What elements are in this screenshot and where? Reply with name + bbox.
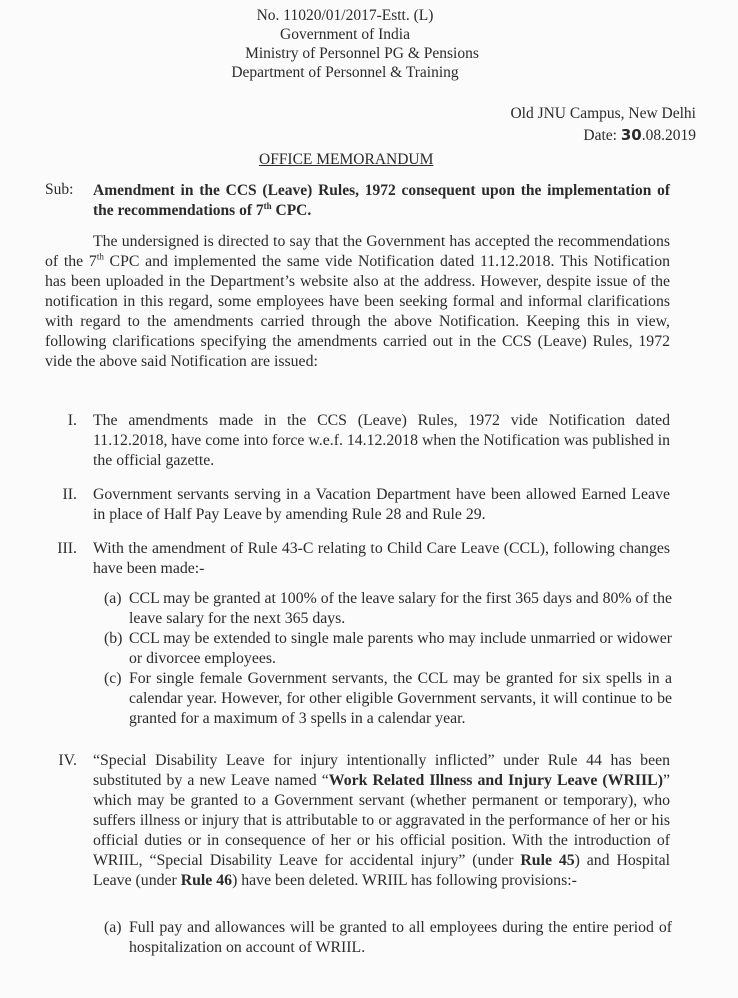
intro-text: CPC and implemented the same vide Notification dated 11.12.2018. This Notification has been uploaded in the Department’s website also at the address. However, despite issue of the notification in this regard, some employees have been seeking formal and informal clarifications with regard to the amendments carried through the above Notification. Keeping this in view, following clarifications specifying the amendments carried out in the CCS (Leave) Rules, 1972 vide the above said Notification are issued:	[45, 253, 670, 370]
ministry-name: Ministry of Personnel PG & Pensions	[245, 45, 479, 62]
office-address: Old JNU Campus, New Delhi	[510, 105, 696, 122]
subject-text-part: Amendment in the CCS (Leave) Rules, 1972 consequent upon the implementation of the recommendations of 7	[93, 182, 670, 219]
rule-ref-bold: Rule 45	[520, 852, 575, 869]
clause-text-part: ” which may be granted to a Government servant (whether permanent or temporary), who suffers illness or injury that is attributable to or aggravated in the performance of her or his official duties or in consequence of her or his official position. With the introduction of WRIIL, “Special Disability Leave for accidental injury” (under	[93, 772, 670, 869]
leave-name-bold: Work Related Illness and Injury Leave (WRIIL)	[328, 772, 663, 789]
clause-3-sub-a	[104, 589, 672, 629]
clause-3	[45, 539, 670, 579]
superscript: th	[263, 200, 272, 211]
sub-clause-label: (a)	[104, 590, 122, 607]
subject-label: Sub:	[45, 181, 74, 198]
intro-text: The undersigned is directed to say that the Government has accepted the recommendations of the 7	[45, 233, 670, 270]
clause-number: II.	[62, 486, 77, 503]
clause-text-part: “Special Disability Leave for injury intentionally inflicted” under Rule 44 has been substituted by a new Leave named “	[93, 752, 670, 789]
sub-clause-text: Full pay and allowances will be granted to all employees during the entire period of hospitalization on account of WRIIL.	[129, 919, 672, 956]
sub-clause-label: (a)	[104, 919, 122, 936]
clause-1	[45, 411, 670, 471]
department-name: Department of Personnel & Training	[231, 64, 459, 81]
clause-number: IV.	[58, 752, 77, 769]
date-month-year: .08.2019	[641, 127, 696, 144]
date-day-handwritten: 30	[620, 126, 642, 144]
clause-text-part: ) and Hospital Leave (under	[93, 852, 670, 889]
clause-3-sub-c	[104, 669, 672, 729]
clause-text: With the amendment of Rule 43-C relating to Child Care Leave (CCL), following changes have been made:-	[93, 540, 670, 577]
date-label: Date:	[583, 127, 621, 144]
clause-number: I.	[67, 412, 77, 429]
file-number: No. 11020/01/2017-Estt. (L)	[256, 7, 434, 24]
clause-text: The amendments made in the CCS (Leave) Rules, 1972 vide Notification dated 11.12.2018, have come into force w.e.f. 14.12.2018 when the Notification was published in the official gazette.	[93, 412, 670, 469]
sub-clause-text: CCL may be extended to single male parents who may include unmarried or widower or divorcee employees.	[129, 630, 672, 667]
clause-3-sub-b	[104, 629, 672, 669]
memo-date	[583, 126, 696, 145]
subject-text	[93, 181, 670, 221]
sub-clause-text: CCL may be granted at 100% of the leave salary for the first 365 days and 80% of the leave salary for the next 365 days.	[129, 590, 672, 627]
clause-text-part: ) have been deleted. WRIIL has following provisions:-	[232, 872, 577, 889]
clause-text	[93, 751, 670, 891]
subject-text-part: CPC.	[271, 202, 312, 219]
memo-title: OFFICE MEMORANDUM	[259, 151, 434, 168]
clause-2	[45, 485, 670, 525]
sub-clause-label: (c)	[104, 670, 122, 687]
superscript: th	[96, 251, 104, 262]
sub-clause-text: For single female Government servants, the CCL may be granted for six spells in a calendar year. However, for other eligible Government servants, it will continue to be granted for a maximum of 3 spells in a calendar year.	[129, 670, 672, 727]
clause-number: III.	[57, 540, 77, 557]
clause-4-sub-a	[104, 918, 672, 958]
clause-text: Government servants serving in a Vacation Department have been allowed Earned Leave in place of Half Pay Leave by amending Rule 28 and Rule 29.	[93, 486, 670, 523]
intro-paragraph	[45, 232, 670, 372]
rule-ref-bold: Rule 46	[180, 872, 233, 889]
sub-clause-label: (b)	[104, 630, 123, 647]
clause-4	[45, 751, 670, 891]
government-name: Government of India	[280, 26, 410, 43]
